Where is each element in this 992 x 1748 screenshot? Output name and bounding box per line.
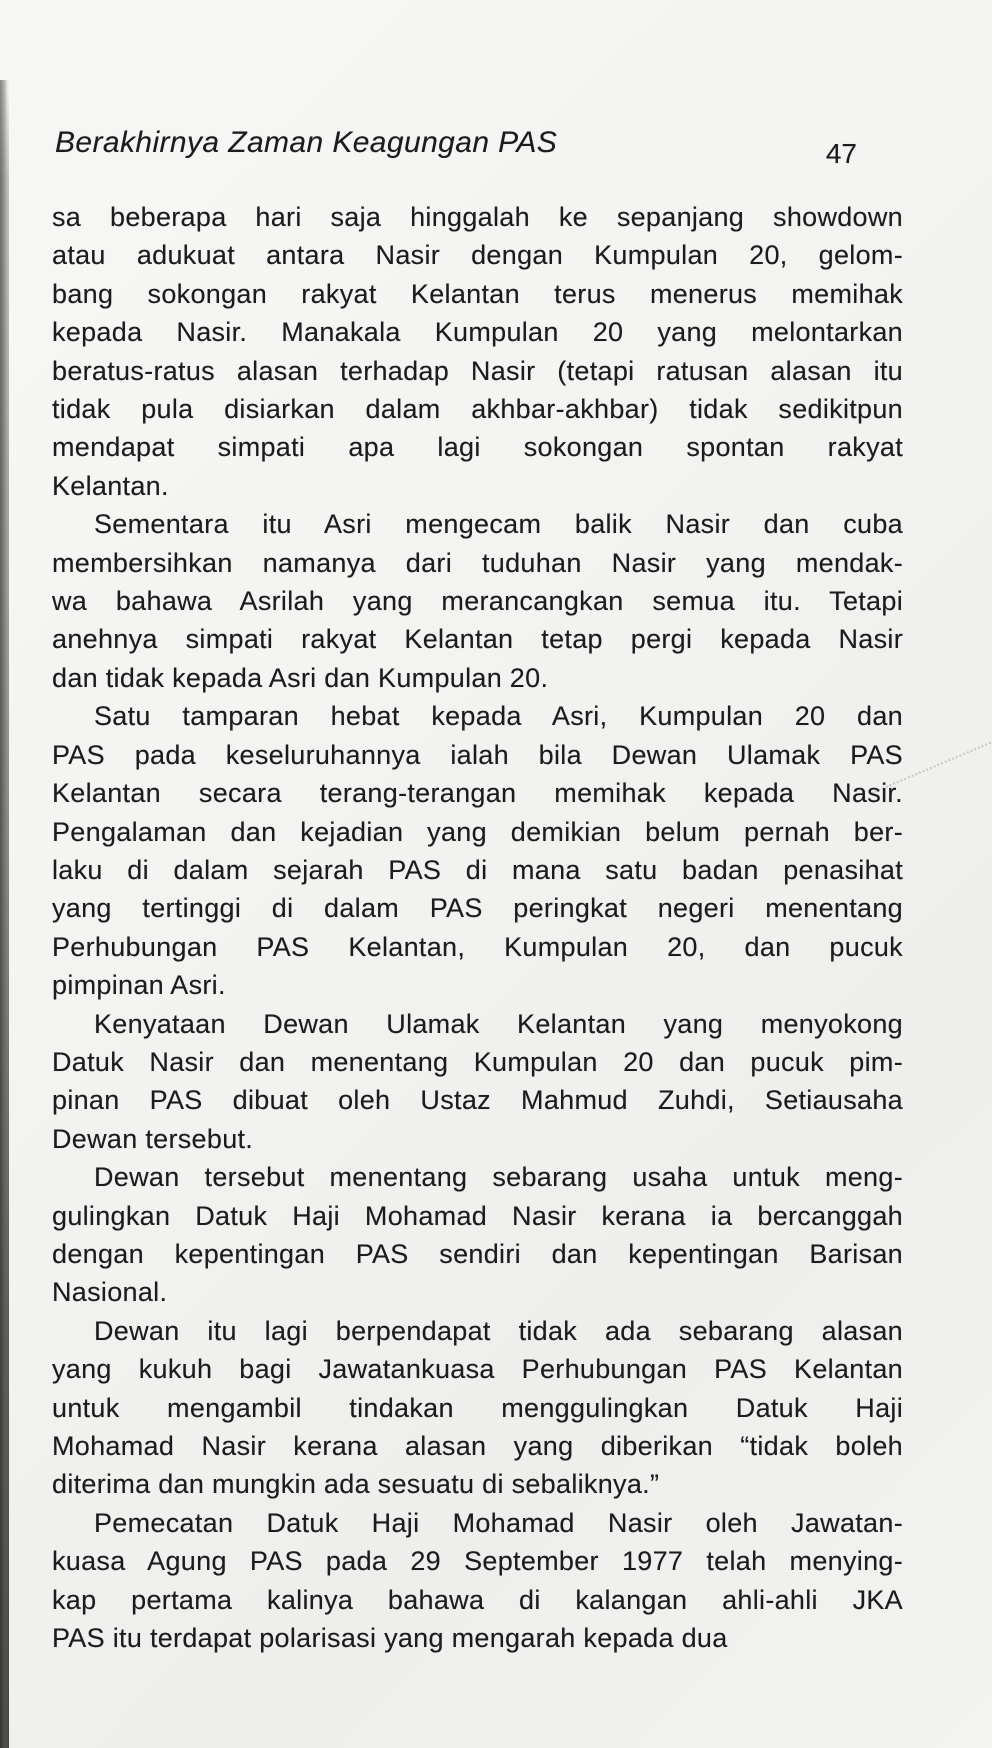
text-line: kuasa Agung PAS pada 29 September 1977 telah menying- <box>52 1546 903 1577</box>
text-line: Kenyataan Dewan Ulamak Kelantan yang menyokong <box>94 1008 903 1039</box>
scan-left-edge <box>0 80 9 1748</box>
text-line: Datuk Nasir dan menentang Kumpulan 20 dan pucuk pim- <box>52 1046 903 1077</box>
text-line: Dewan itu lagi berpendapat tidak ada sebarang alasan <box>94 1315 903 1346</box>
text-line: Satu tamparan hebat kepada Asri, Kumpulan 20 dan <box>94 701 903 732</box>
page-title: Berakhirnya Zaman Keagungan PAS <box>55 126 558 159</box>
text-line: pimpinan Asri. <box>52 970 226 1001</box>
text-line: kap pertama kalinya bahawa di kalangan ahli-ahli JKA <box>52 1584 903 1615</box>
text-line: Kelantan secara terang-terangan memihak kepada Nasir. <box>52 778 903 809</box>
paragraph <box>52 1005 903 1159</box>
text-line: Pemecatan Datuk Haji Mohamad Nasir oleh Jawatan- <box>94 1507 903 1538</box>
text-line: dengan kepentingan PAS sendiri dan kepentingan Barisan <box>52 1238 903 1269</box>
paragraph <box>52 697 903 1004</box>
text-line: kepada Nasir. Manakala Kumpulan 20 yang melontarkan <box>52 317 903 348</box>
text-line: pinan PAS dibuat oleh Ustaz Mahmud Zuhdi, Setiausaha <box>52 1085 903 1116</box>
text-line: anehnya simpati rakyat Kelantan tetap pergi kepada Nasir <box>52 624 903 655</box>
text-line: Dewan tersebut. <box>52 1123 254 1154</box>
body-text <box>52 198 903 1657</box>
text-line: beratus-ratus alasan terhadap Nasir (tetapi ratusan alasan itu <box>52 355 903 386</box>
text-line: diterima dan mungkin ada sesuatu di sebaliknya.” <box>52 1469 660 1500</box>
text-line: PAS itu terdapat polarisasi yang mengarah kepada dua <box>52 1623 728 1654</box>
text-line: PAS pada keseluruhannya ialah bila Dewan Ulamak PAS <box>52 739 903 770</box>
paragraph <box>52 198 903 505</box>
paragraph <box>52 1504 903 1658</box>
text-line: wa bahawa Asrilah yang merancangkan semua itu. Tetapi <box>52 586 903 617</box>
text-line: laku di dalam sejarah PAS di mana satu badan penasihat <box>52 854 903 885</box>
text-line: yang tertinggi di dalam PAS peringkat negeri menentang <box>52 893 903 924</box>
text-line: Perhubungan PAS Kelantan, Kumpulan 20, dan pucuk <box>52 931 903 962</box>
text-line: Dewan tersebut menentang sebarang usaha untuk meng- <box>94 1162 903 1193</box>
page-header <box>55 126 905 170</box>
text-line: gulingkan Datuk Haji Mohamad Nasir kerana ia bercanggah <box>52 1200 903 1231</box>
text-line: Pengalaman dan kejadian yang demikian belum pernah ber- <box>52 816 903 847</box>
text-line: atau adukuat antara Nasir dengan Kumpulan 20, gelom- <box>52 240 903 271</box>
paragraph <box>52 505 903 697</box>
text-line: bang sokongan rakyat Kelantan terus menerus memihak <box>52 278 903 309</box>
text-line: untuk mengambil tindakan menggulingkan Datuk Haji <box>52 1392 903 1423</box>
text-line: yang kukuh bagi Jawatankuasa Perhubungan PAS Kelantan <box>52 1354 903 1385</box>
text-line: sa beberapa hari saja hinggalah ke sepanjang showdown <box>52 202 903 232</box>
paragraph <box>52 1312 903 1504</box>
text-line: membersihkan namanya dari tuduhan Nasir yang mendak- <box>52 547 903 578</box>
paragraph <box>52 1158 903 1312</box>
text-line: Kelantan. <box>52 470 169 501</box>
text-line: Nasional. <box>52 1277 168 1308</box>
text-line: mendapat simpati apa lagi sokongan spontan rakyat <box>52 432 903 463</box>
text-line: Mohamad Nasir kerana alasan yang diberikan “tidak boleh <box>52 1431 903 1461</box>
text-line: dan tidak kepada Asri dan Kumpulan 20. <box>52 662 549 693</box>
page-number: 47 <box>825 138 857 169</box>
text-line: tidak pula disiarkan dalam akhbar-akhbar) tidak sedikitpun <box>52 394 903 425</box>
text-line: Sementara itu Asri mengecam balik Nasir dan cuba <box>94 509 903 540</box>
